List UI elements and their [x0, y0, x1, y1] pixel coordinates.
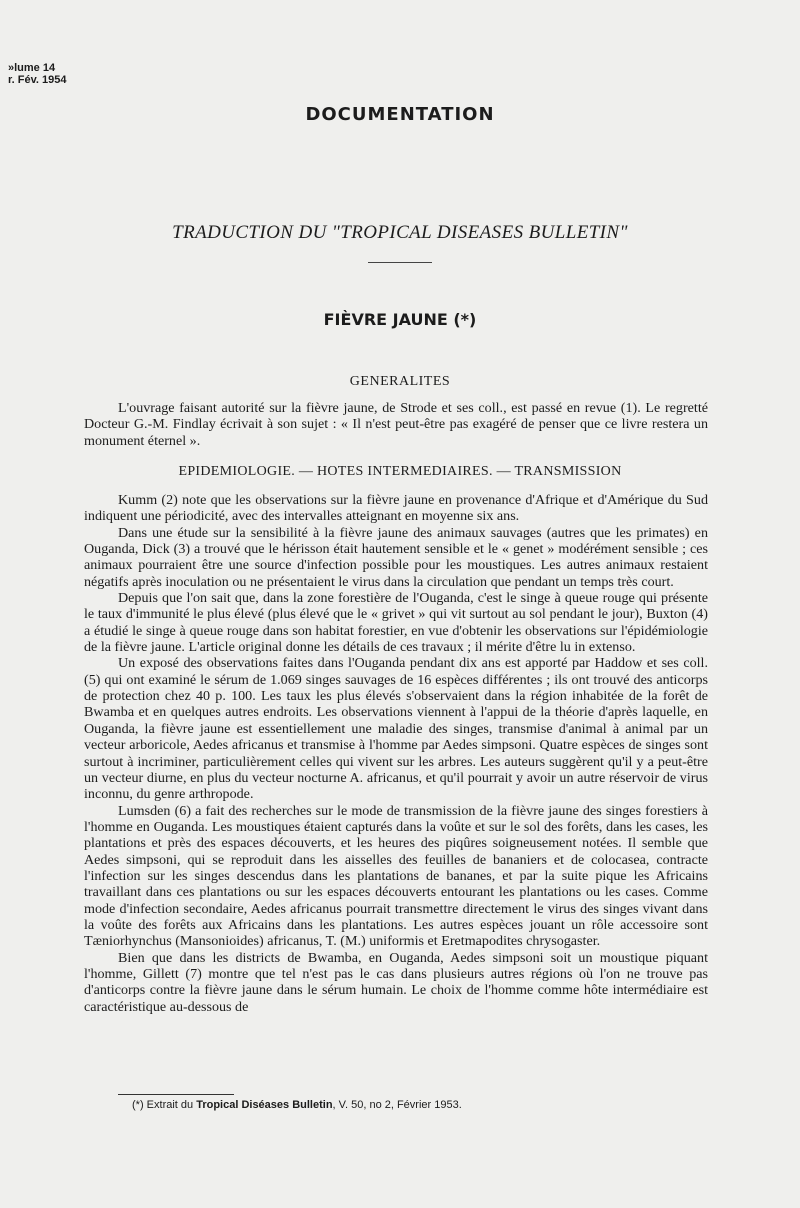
paragraph: Dans une étude sur la sensibilité à la fièvre jaune des animaux sauvages (autres que les primates) en Ouganda, Dick (3) a trouvé que le hérisson était hautement sensible et le « genet » modérément sensible ; ces animaux pourraient être une source d'infection possible pour les moustiques. Les autres animaux restaient négatifs après inoculation ou ne présentaient le virus dans la circulation que pendant un temps très court.	[84, 524, 708, 590]
epidemiologie-heading: EPIDEMIOLOGIE. — HOTES INTERMEDIAIRES. — TRANSMISSION	[178, 464, 622, 479]
volume-number: »lume 14	[8, 62, 56, 74]
volume-header	[8, 62, 67, 86]
issue-date: r. Fév. 1954	[8, 74, 67, 86]
footnote-journal: Tropical Diséases Bulletin	[196, 1099, 333, 1111]
translation-title: TRADUCTION DU "TROPICAL DISEASES BULLETIN"	[172, 222, 628, 243]
epidemiologie-body	[84, 492, 708, 1015]
paragraph: Kumm (2) note que les observations sur la fièvre jaune en provenance d'Afrique et d'Amérique du Sud indiquent une périodicité, avec des intervalles atteignant en moyenne six ans.	[84, 492, 708, 525]
title-divider	[368, 262, 432, 263]
footnote-suffix: , V. 50, no 2, Février 1953.	[332, 1099, 462, 1111]
paragraph: Depuis que l'on sait que, dans la zone forestière de l'Ouganda, c'est le singe à queue rouge qui présente le taux d'immunité le plus élevé (plus élevé que le « grivet » qui vit surtout au sol pendant le jour), Buxton (4) a étudié le singe à queue rouge dans son habitat forestier, en vue d'obtenir les observations sur l'épidémiologie de la fièvre jaune. L'article original donne les détails de ces travaux ; il mérite d'être lu in extenso.	[84, 590, 708, 656]
generalites-text: L'ouvrage faisant autorité sur la fièvre jaune, de Strode et ses coll., est passé en revue (1). Le regretté Docteur G.-M. Findlay écrivait à son sujet : « Il n'est peut-être pas exagéré de penser que ce livre restera un monument éternel ».	[84, 400, 708, 449]
paragraph: Bien que dans les districts de Bwamba, en Ouganda, Aedes simpsoni soit un moustique piquant l'homme, Gillett (7) montre que tel n'est pas le cas dans plusieurs autres régions où l'on ne trouve pas d'anticorps contre la fièvre jaune dans le sérum humain. Le choix de l'homme comme hôte intermédiaire est caractéristique au-dessous de	[84, 949, 708, 1015]
section-title: DOCUMENTATION	[305, 104, 495, 125]
footnote-prefix: Extrait du	[146, 1099, 194, 1111]
footnote-divider	[118, 1094, 234, 1095]
article-title: FIÈVRE JAUNE (*)	[323, 310, 477, 329]
generalites-heading: GENERALITES	[349, 374, 451, 389]
paragraph: Lumsden (6) a fait des recherches sur le mode de transmission de la fièvre jaune des singes forestiers à l'homme en Ouganda. Les moustiques étaient capturés dans la voûte et sur le sol des forêts, dans les cases, les plantations et près des espaces découverts, et les heures des piqûres soigneusement notées. Il semble que Aedes simpsoni, qui se reproduit dans les aisselles des feuilles de bananiers et de colocasea, contracte l'infection sur les singes descendus dans les plantations de bananes, et par la suite pique les Africains travaillant dans ces plantations ou sur les espaces découverts entourant les plantations ou les cases. Comme mode d'infection secondaire, Aedes africanus pourrait transmettre directement le virus des singes vivant dans la voûte des forêts aux Africains dans les plantations. Les autres espèces jouant un rôle accessoire sont Tæniorhynchus (Mansonioides) africanus, T. (M.) uniformis et Eretmapodites chrysogaster.	[84, 802, 708, 950]
footnote-marker: (*)	[132, 1099, 144, 1111]
generalites-paragraph	[84, 400, 708, 449]
footnote	[132, 1099, 732, 1111]
paragraph: Un exposé des observations faites dans l'Ouganda pendant dix ans est apporté par Haddow et ses coll. (5) qui ont examiné le sérum de 1.069 singes sauvages de 16 espèces différentes ; ils ont trouvé des anticorps de protection chez 40 p. 100. Les taux les plus élevés s'observaient dans la région inhabitée de la forêt de Bwamba et en quelques autres endroits. Les observations viennent à l'appui de la théorie d'après laquelle, en Ouganda, la fièvre jaune est essentiellement une maladie des singes, transmise d'animal à animal par un vecteur arboricole, Aedes africanus et transmise à l'homme par Aedes simpsoni. Quatre espèces de singes sont surtout à incriminer, particulièrement celles qui vivent sur les arbres. Les auteurs suggèrent qu'il y a peut-être un vecteur diurne, en plus du vecteur nocturne A. africanus, et qu'il pourrait y avoir un autre réservoir de virus inconnu, du genre arthropode.	[84, 655, 708, 803]
